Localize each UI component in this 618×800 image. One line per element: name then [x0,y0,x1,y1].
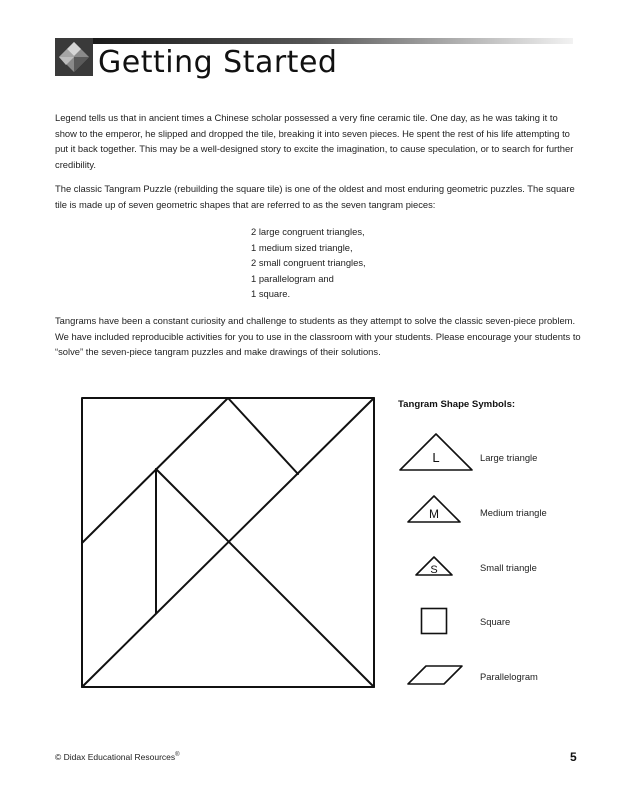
tangram-cut-lower [156,469,374,687]
list-item: 2 small congruent triangles, [251,257,366,269]
large-triangle-letter: L [432,450,440,465]
tangram-square-diagram [80,396,376,689]
small-triangle-icon [414,555,454,577]
symbols-title: Tangram Shape Symbols: [398,399,516,410]
square-label: Square [480,616,511,627]
tangram-description-paragraph: The classic Tangram Puzzle (rebuilding the square tile) is one of the oldest and most enduring geometric puzzles. The square tile is made up of seven geometric shapes that are referred to as the seven tangram pieces: [55,183,575,210]
copyright-notice [55,752,180,762]
registered-mark: ® [175,752,180,759]
medium-triangle-icon [406,494,462,524]
list-item: 1 square. [251,288,291,300]
tangram-cut-top-right [228,398,298,474]
intro-paragraph: Legend tells us that in ancient times a Chinese scholar possessed a very fine ceramic tile. One day, as he was taking it to show to the emperor, he slipped and dropped the tile, breaking it into seven pieces. He spent the rest of his life attempting to put it back together. This may be a well-designed story to excite the imagination, to cause speculation, or to search for further credibility. [55,112,574,170]
classroom-paragraph: Tangrams have been a constant curiosity and challenge to students as they attempt to solve the classic seven-piece problem. We have included reproducible activities for you to use in the classroom with your students. Please encourage your students to “solve” the seven-piece tangram puzzles and make drawings of their solutions. [55,315,581,358]
tangram-pieces-list [251,224,366,302]
parallelogram-icon [406,664,464,686]
list-item: 1 parallelogram and [251,272,334,284]
list-item: 1 medium sized triangle, [251,241,353,253]
large-triangle-label: Large triangle [480,452,538,463]
medium-triangle-letter: M [429,507,439,521]
header-rule [93,38,573,44]
small-triangle-label: Small triangle [480,562,537,573]
page-title: Getting Started [98,45,338,80]
small-triangle-letter: S [430,564,438,576]
medium-triangle-label: Medium triangle [480,507,547,518]
copyright-text: © Didax Educational Resources [55,752,176,762]
tangram-logo-icon [55,38,93,76]
page-number: 5 [570,750,577,764]
square-icon [420,607,448,635]
parallelogram-label: Parallelogram [480,671,538,682]
large-triangle-icon [398,432,474,472]
list-item: 2 large congruent triangles, [251,226,365,237]
